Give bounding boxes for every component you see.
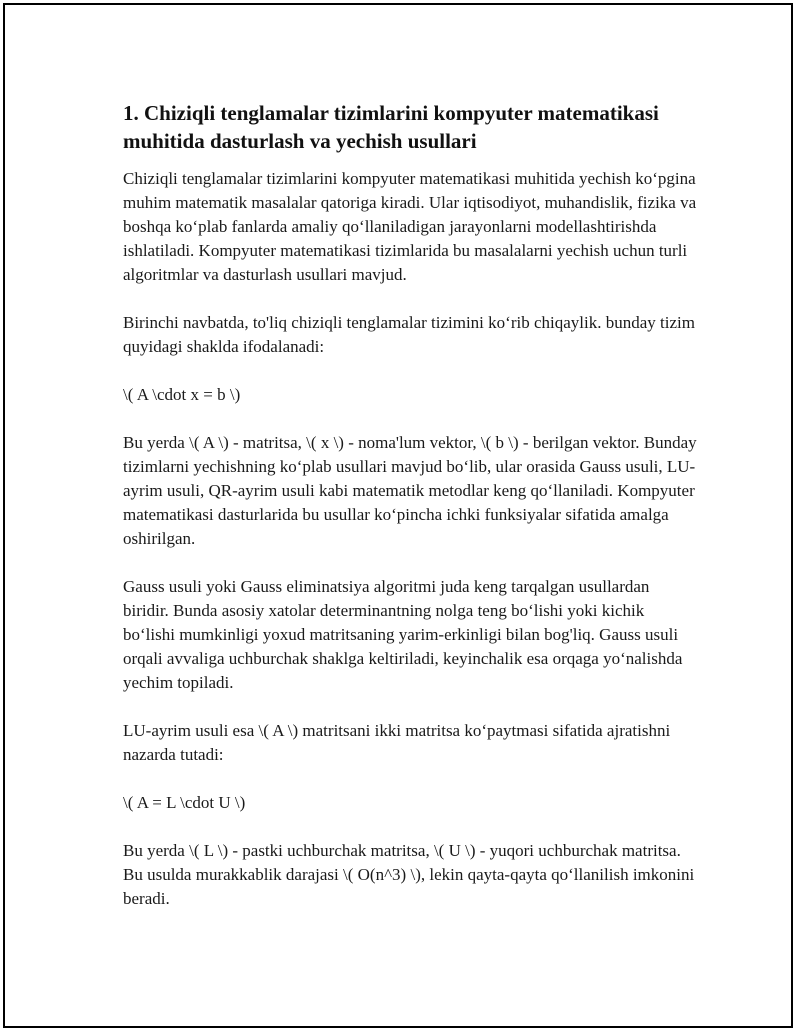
document-body bbox=[123, 99, 698, 911]
equation-ax-b: \( A \cdot x = b \) bbox=[123, 385, 241, 404]
paragraph-gauss: Gauss usuli yoki Gauss eliminatsiya algoritmi juda keng tarqalgan usullardan biridir. Bunda asosiy xatolar determinantning nolga teng bo‘lishi yoki kichik bo‘lishi mumkinligi yoxud matritsaning yarim-erkinligi bilan bog'liq. Gauss usuli orqali avvaliga uchburchak shaklga keltiriladi, keyinchalik esa orqaga yo‘nalishda yechim topiladi. bbox=[123, 577, 683, 692]
section-heading: 1. Chiziqli tenglamalar tizimlarini kompyuter matematikasi muhitida dasturlash va yechish usullari bbox=[123, 101, 659, 153]
page-frame bbox=[3, 3, 793, 1028]
paragraph-lu-complexity: Bu yerda \( L \) - pastki uchburchak matritsa, \( U \) - yuqori uchburchak matritsa. Bu usulda murakkablik darajasi \( O(n^3) \), lekin qayta-qayta qo‘llanilish imkonini beradi. bbox=[123, 841, 695, 908]
paragraph-lu: LU-ayrim usuli esa \( A \) matritsani ikki matritsa ko‘paytmasi sifatida ajratishni nazarda tutadi: bbox=[123, 721, 671, 764]
equation-a-lu: \( A = L \cdot U \) bbox=[123, 793, 246, 812]
paragraph-system-form: Birinchi navbatda, to'liq chiziqli tenglamalar tizimini ko‘rib chiqaylik. bunday tizim quyidagi shaklda ifodalanadi: bbox=[123, 313, 695, 356]
paragraph-intro: Chiziqli tenglamalar tizimlarini kompyuter matematikasi muhitida yechish ko‘pgina muhim matematik masalalar qatoriga kiradi. Ular iqtisodiyot, muhandislik, fizika va boshqa ko‘plab fanlarda amaliy qo‘llaniladigan jarayonlarni modellashtirishda ishlatiladi. Kompyuter matematikasi tizimlarida bu masalalarni yechish uchun turli algoritmlar va dasturlash usullari mavjud. bbox=[123, 169, 697, 284]
paragraph-methods: Bu yerda \( A \) - matritsa, \( x \) - noma'lum vektor, \( b \) - berilgan vektor. Bunday tizimlarni yechishning ko‘plab usullari mavjud bo‘lib, ular orasida Gauss usuli, LU-ayrim usuli, QR-ayrim usuli kabi matematik metodlar keng qo‘llaniladi. Kompyuter matematikasi dasturlarida bu usullar ko‘pincha ichki funksiyalar sifatida amalga oshirilgan. bbox=[123, 433, 697, 548]
